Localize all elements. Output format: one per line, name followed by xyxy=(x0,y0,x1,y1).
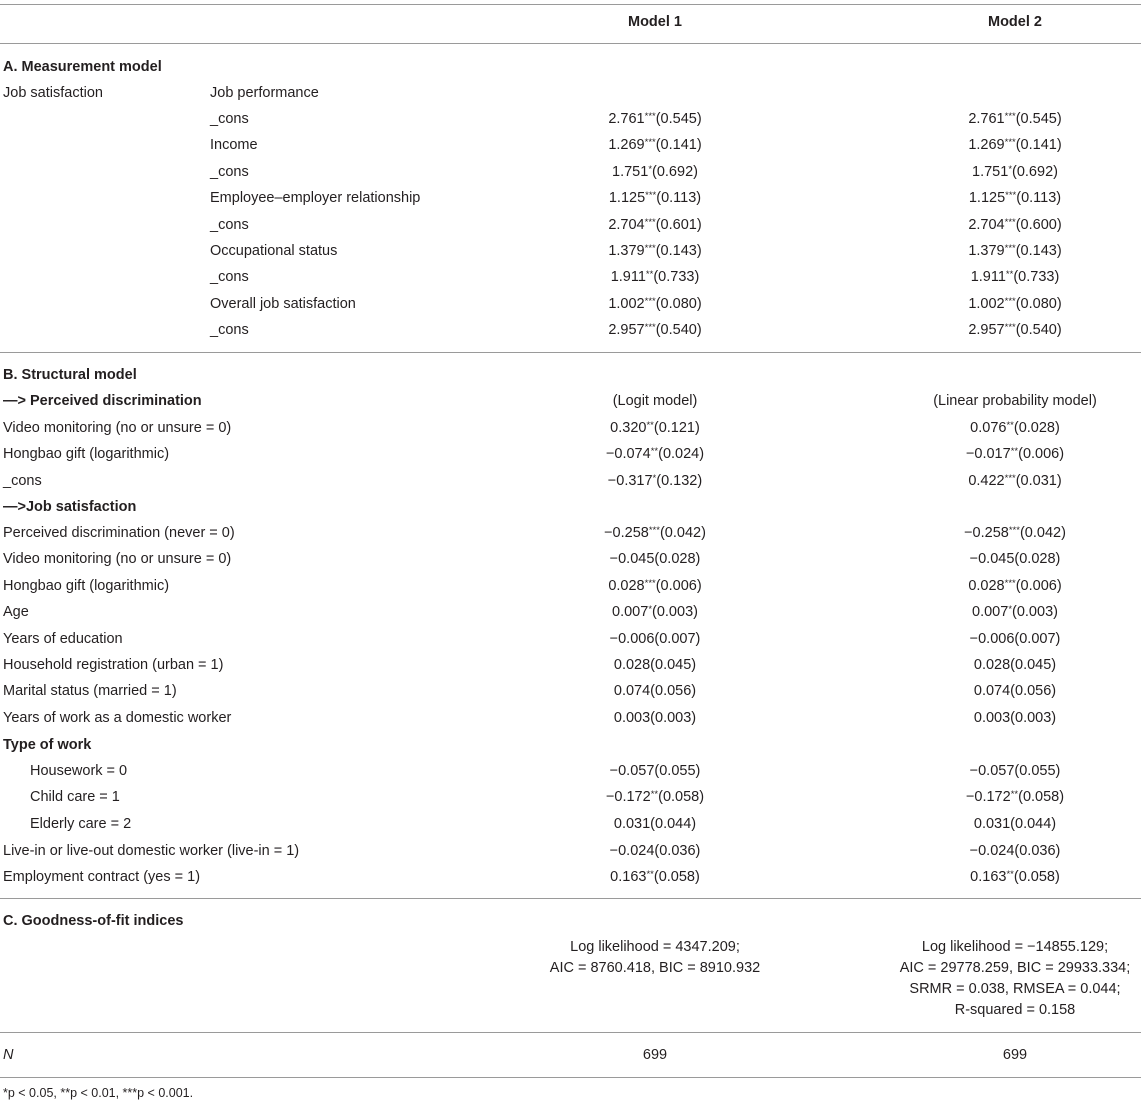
model-1-cell xyxy=(470,520,840,546)
model-1-cell xyxy=(470,291,840,317)
std-error: (0.540) xyxy=(1015,322,1062,339)
row-label: Years of education xyxy=(3,630,123,647)
gof-line: R-squared = 0.158 xyxy=(954,1002,1076,1018)
type-header: Type of work xyxy=(3,737,92,753)
model-2-cell xyxy=(840,291,1143,317)
significance-stars: *** xyxy=(1004,111,1016,122)
latent-label: Job satisfaction xyxy=(3,85,103,101)
model-1-cell xyxy=(470,264,840,290)
model-1-cell xyxy=(470,758,840,784)
coef-value: 0.007 xyxy=(972,604,1009,621)
gof-rule xyxy=(0,1032,1141,1033)
model-2-cell xyxy=(840,264,1143,290)
coef-value: 1.379 xyxy=(968,243,1005,259)
significance-stars: *** xyxy=(644,577,656,589)
significance-stars: ** xyxy=(1006,869,1014,881)
row-label: Income xyxy=(210,137,258,154)
row-label: Employee–employer relationship xyxy=(210,190,421,207)
coef-value: 0.076 xyxy=(970,420,1007,436)
significance-stars: *** xyxy=(1004,216,1016,228)
std-error: (0.692) xyxy=(652,163,698,180)
coef-value: 2.761 xyxy=(968,111,1005,127)
coef-value: 1.002 xyxy=(968,295,1005,312)
table-row xyxy=(0,678,1143,704)
coef-value: −0.006 xyxy=(969,630,1015,647)
std-error: (0.540) xyxy=(655,322,702,339)
std-error: (0.024) xyxy=(658,446,705,463)
model-1-cell xyxy=(470,238,840,264)
row-label: Hongbao gift (logarithmic) xyxy=(3,577,170,594)
coef-value: 1.911 xyxy=(610,269,646,286)
table-row xyxy=(0,864,1143,890)
model-1-cell xyxy=(470,864,840,890)
std-error: (0.141) xyxy=(655,137,702,154)
table-row xyxy=(0,264,1143,290)
coef-value: 1.911 xyxy=(970,269,1006,286)
model-2-cell xyxy=(840,864,1143,890)
std-error: (0.080) xyxy=(1015,295,1062,312)
coef-value: −0.057 xyxy=(609,763,655,779)
js-header-row xyxy=(0,494,1143,520)
row-label: _cons xyxy=(210,269,249,286)
std-error: (0.545) xyxy=(1015,111,1062,127)
row-label: Live-in or live-out domestic worker (live-in = 1) xyxy=(3,843,300,859)
std-error: (0.141) xyxy=(1015,137,1062,154)
footnote: *p < 0.05, **p < 0.01, ***p < 0.001. xyxy=(3,1086,194,1100)
std-error: (0.143) xyxy=(655,243,702,259)
table-row xyxy=(0,599,1143,625)
std-error: (0.003) xyxy=(1010,709,1057,726)
std-error: (0.113) xyxy=(656,190,702,207)
std-error: (0.006) xyxy=(655,577,702,594)
header-model-2: Model 2 xyxy=(988,14,1042,30)
model-2-type: (Linear probability model) xyxy=(933,393,1097,409)
std-error: (0.036) xyxy=(654,843,701,859)
table-row xyxy=(0,106,1143,132)
std-error: (0.733) xyxy=(1013,269,1060,286)
coef-value: −0.258 xyxy=(604,525,649,541)
significance-stars: *** xyxy=(1004,295,1016,307)
section-a-title-row xyxy=(0,54,1143,80)
type-header-row xyxy=(0,732,1143,758)
model-1-cell xyxy=(470,106,840,132)
coef-value: 1.379 xyxy=(608,243,645,259)
std-error: (0.113) xyxy=(1016,190,1062,207)
std-error: (0.003) xyxy=(1012,604,1058,621)
model-1-cell xyxy=(470,573,840,599)
model-2-cell xyxy=(840,758,1143,784)
table-row xyxy=(0,317,1143,343)
perceived-header: —> Perceived discrimination xyxy=(3,393,202,409)
model-1-cell xyxy=(470,132,840,158)
model-2-cell xyxy=(840,132,1143,158)
significance-stars: ** xyxy=(1010,446,1019,458)
coef-value: −0.006 xyxy=(609,630,655,647)
header-model-1: Model 1 xyxy=(628,14,682,30)
std-error: (0.006) xyxy=(1018,446,1065,463)
coef-value: 1.269 xyxy=(968,137,1005,154)
std-error: (0.028) xyxy=(1014,551,1061,568)
table-row xyxy=(0,468,1143,494)
table-row xyxy=(0,159,1143,185)
std-error: (0.003) xyxy=(652,604,698,621)
coef-value: 0.163 xyxy=(970,869,1007,886)
model-2-cell xyxy=(840,415,1143,441)
model-2-cell xyxy=(840,159,1143,185)
header-row xyxy=(0,9,1143,35)
coef-value: −0.172 xyxy=(605,789,651,806)
table-row xyxy=(0,626,1143,652)
std-error: (0.045) xyxy=(1010,657,1057,673)
coef-value: 1.269 xyxy=(608,137,645,154)
coef-value: −0.074 xyxy=(605,446,651,463)
std-error: (0.006) xyxy=(1015,577,1062,594)
row-label: Hongbao gift (logarithmic) xyxy=(3,446,170,463)
row-label: Years of work as a domestic worker xyxy=(3,709,232,726)
std-error: (0.028) xyxy=(1013,420,1060,436)
table-row xyxy=(0,705,1143,731)
model-2-cell xyxy=(840,212,1143,238)
row-label: _cons xyxy=(210,216,249,233)
coef-value: 1.002 xyxy=(608,295,645,312)
std-error: (0.003) xyxy=(650,709,697,726)
gof-line: AIC = 8760.418, BIC = 8910.932 xyxy=(549,960,761,976)
coef-value: 0.031 xyxy=(973,815,1011,832)
std-error: (0.031) xyxy=(1015,472,1062,489)
row-label: Age xyxy=(3,604,29,621)
coef-value: 0.003 xyxy=(973,709,1011,726)
model-2-cell xyxy=(840,468,1143,494)
std-error: (0.080) xyxy=(655,295,702,312)
coef-value: 0.163 xyxy=(610,869,647,886)
coef-value: 0.028 xyxy=(968,577,1005,594)
coef-value: 2.957 xyxy=(968,322,1005,339)
indicator-header: Job performance xyxy=(210,85,319,101)
coef-value: 0.320 xyxy=(610,420,647,436)
row-label: Overall job satisfaction xyxy=(210,295,356,312)
table-row xyxy=(0,546,1143,572)
std-error: (0.601) xyxy=(655,216,702,233)
significance-stars: *** xyxy=(644,295,656,307)
model-2-cell xyxy=(840,652,1143,678)
significance-stars: ** xyxy=(650,789,659,801)
gof-line: SRMR = 0.038, RMSEA = 0.044; xyxy=(909,981,1121,997)
gof-line: Log likelihood = −14855.129; xyxy=(921,939,1109,955)
model-2-cell xyxy=(840,599,1143,625)
significance-stars: *** xyxy=(648,525,660,536)
significance-stars: * xyxy=(652,472,657,484)
coef-value: −0.317 xyxy=(607,472,653,489)
section-b-title-row xyxy=(0,362,1143,388)
section-a-title: A. Measurement model xyxy=(3,59,162,75)
std-error: (0.692) xyxy=(1012,163,1058,180)
row-label: Perceived discrimination (never = 0) xyxy=(3,525,235,541)
model-1-cell xyxy=(470,838,840,864)
section-a-rule xyxy=(0,352,1141,353)
std-error: (0.044) xyxy=(1010,815,1057,832)
std-error: (0.007) xyxy=(1014,630,1061,647)
gof-model-2 xyxy=(840,937,1143,1021)
coef-value: 1.125 xyxy=(968,190,1006,207)
significance-stars: *** xyxy=(1004,137,1016,149)
coef-value: 0.074 xyxy=(613,683,651,700)
row-label: Occupational status xyxy=(210,243,338,259)
std-error: (0.056) xyxy=(1010,683,1057,700)
significance-stars: ** xyxy=(650,446,659,458)
section-c-title-row xyxy=(0,908,1143,934)
significance-stars: *** xyxy=(1004,243,1016,254)
model-1-cell xyxy=(470,599,840,625)
coef-value: 1.751 xyxy=(612,163,649,180)
coef-value: −0.024 xyxy=(969,843,1015,859)
std-error: (0.058) xyxy=(653,869,700,886)
top-rule xyxy=(0,4,1141,5)
model-2-cell xyxy=(840,838,1143,864)
section-c-title: C. Goodness-of-fit indices xyxy=(3,913,184,929)
row-label: Child care = 1 xyxy=(30,789,120,806)
n-model-2: 699 xyxy=(1002,1047,1028,1063)
significance-stars: *** xyxy=(1005,190,1017,202)
std-error: (0.036) xyxy=(1014,843,1061,859)
coef-value: 2.957 xyxy=(608,322,645,339)
js-header: —>Job satisfaction xyxy=(3,499,137,515)
model-1-type: (Logit model) xyxy=(612,393,698,409)
coef-value: 0.031 xyxy=(613,815,651,832)
coef-value: −0.045 xyxy=(609,551,655,568)
row-label: Household registration (urban = 1) xyxy=(3,657,224,673)
coef-value: −0.024 xyxy=(609,843,655,859)
gof-line: Log likelihood = 4347.209; xyxy=(570,939,740,955)
significance-stars: ** xyxy=(645,269,654,281)
std-error: (0.121) xyxy=(653,420,700,436)
row-label: Video monitoring (no or unsure = 0) xyxy=(3,551,232,568)
row-label: Marital status (married = 1) xyxy=(3,683,177,700)
row-label: Video monitoring (no or unsure = 0) xyxy=(3,420,232,436)
coef-value: 2.704 xyxy=(968,216,1005,233)
model-2-cell xyxy=(840,546,1143,572)
significance-stars: * xyxy=(1008,163,1013,175)
coef-value: 0.422 xyxy=(968,472,1005,489)
model-2-cell xyxy=(840,238,1143,264)
std-error: (0.042) xyxy=(1019,525,1066,541)
table-row xyxy=(0,238,1143,264)
model-1-cell xyxy=(470,317,840,343)
coef-value: 1.751 xyxy=(972,163,1009,180)
model-2-cell xyxy=(840,811,1143,837)
coef-value: −0.045 xyxy=(969,551,1015,568)
model-2-cell xyxy=(840,784,1143,810)
table-row xyxy=(0,185,1143,211)
model-1-cell xyxy=(470,159,840,185)
table-row xyxy=(0,784,1143,810)
table-row xyxy=(0,291,1143,317)
std-error: (0.733) xyxy=(653,269,700,286)
coef-value: −0.017 xyxy=(965,446,1011,463)
coef-value: 2.761 xyxy=(608,111,645,127)
n-model-1: 699 xyxy=(642,1047,668,1063)
n-row xyxy=(0,1042,1143,1068)
table-row xyxy=(0,573,1143,599)
coef-value: 0.003 xyxy=(613,709,651,726)
perceived-header-row xyxy=(0,388,1143,414)
std-error: (0.058) xyxy=(1018,789,1065,806)
row-label: _cons xyxy=(210,111,249,127)
std-error: (0.042) xyxy=(659,525,706,541)
model-1-cell xyxy=(470,705,840,731)
model-1-cell xyxy=(470,546,840,572)
model-2-cell xyxy=(840,573,1143,599)
significance-stars: *** xyxy=(644,216,656,228)
significance-stars: ** xyxy=(1006,420,1014,431)
std-error: (0.007) xyxy=(654,630,701,647)
table-row xyxy=(0,441,1143,467)
significance-stars: *** xyxy=(1008,525,1020,536)
model-2-cell xyxy=(840,678,1143,704)
std-error: (0.044) xyxy=(650,815,697,832)
row-label: Employment contract (yes = 1) xyxy=(3,869,201,886)
significance-stars: * xyxy=(648,604,653,616)
section-b-title: B. Structural model xyxy=(3,367,137,383)
gof-model-1 xyxy=(470,937,840,979)
table-row xyxy=(0,758,1143,784)
table-row xyxy=(0,212,1143,238)
model-1-cell xyxy=(470,784,840,810)
significance-stars: ** xyxy=(646,869,654,881)
coef-value: 0.028 xyxy=(973,657,1011,673)
table-row xyxy=(0,415,1143,441)
coef-value: 0.007 xyxy=(612,604,649,621)
coef-value: 1.125 xyxy=(608,190,646,207)
row-label: Housework = 0 xyxy=(30,763,128,779)
std-error: (0.045) xyxy=(650,657,697,673)
std-error: (0.056) xyxy=(650,683,697,700)
std-error: (0.028) xyxy=(654,551,701,568)
gof-line: AIC = 29778.259, BIC = 29933.334; xyxy=(899,960,1131,976)
bottom-rule xyxy=(0,1077,1141,1078)
std-error: (0.545) xyxy=(655,111,702,127)
std-error: (0.055) xyxy=(654,763,701,779)
model-2-cell xyxy=(840,317,1143,343)
std-error: (0.058) xyxy=(1013,869,1060,886)
std-error: (0.132) xyxy=(656,472,703,489)
model-2-cell xyxy=(840,626,1143,652)
row-label: _cons xyxy=(3,472,42,489)
std-error: (0.058) xyxy=(658,789,705,806)
model-1-cell xyxy=(470,415,840,441)
model-1-cell xyxy=(470,185,840,211)
latent-row xyxy=(0,80,1143,106)
model-2-cell xyxy=(840,705,1143,731)
n-label: N xyxy=(3,1047,14,1063)
coef-value: 0.028 xyxy=(613,657,651,673)
significance-stars: *** xyxy=(644,111,656,122)
significance-stars: *** xyxy=(1004,322,1016,334)
row-label: _cons xyxy=(210,163,249,180)
std-error: (0.600) xyxy=(1015,216,1062,233)
model-1-cell xyxy=(470,811,840,837)
model-1-cell xyxy=(470,212,840,238)
model-2-cell xyxy=(840,520,1143,546)
coef-value: −0.172 xyxy=(965,789,1011,806)
row-label: _cons xyxy=(210,322,249,339)
significance-stars: ** xyxy=(1010,789,1019,801)
table-row xyxy=(0,132,1143,158)
significance-stars: *** xyxy=(645,190,657,202)
model-1-cell xyxy=(470,468,840,494)
table-row xyxy=(0,520,1143,546)
table-row xyxy=(0,811,1143,837)
significance-stars: ** xyxy=(646,420,654,431)
table-row xyxy=(0,652,1143,678)
model-1-cell xyxy=(470,441,840,467)
significance-stars: *** xyxy=(1004,472,1016,484)
model-1-cell xyxy=(470,652,840,678)
coef-value: −0.258 xyxy=(964,525,1009,541)
coef-value: 0.074 xyxy=(973,683,1011,700)
significance-stars: *** xyxy=(1004,577,1016,589)
std-error: (0.143) xyxy=(1015,243,1062,259)
coef-value: 2.704 xyxy=(608,216,645,233)
coef-value: 0.028 xyxy=(608,577,645,594)
coef-value: −0.057 xyxy=(969,763,1015,779)
table-row xyxy=(0,838,1143,864)
significance-stars: * xyxy=(1008,604,1013,616)
model-2-cell xyxy=(840,185,1143,211)
significance-stars: *** xyxy=(644,137,656,149)
significance-stars: ** xyxy=(1005,269,1014,281)
significance-stars: *** xyxy=(644,322,656,334)
std-error: (0.055) xyxy=(1014,763,1061,779)
significance-stars: *** xyxy=(644,243,656,254)
header-rule xyxy=(0,43,1141,44)
model-2-cell xyxy=(840,106,1143,132)
row-label: Elderly care = 2 xyxy=(30,815,132,832)
section-b-rule xyxy=(0,898,1141,899)
significance-stars: * xyxy=(648,163,653,175)
model-1-cell xyxy=(470,678,840,704)
model-2-cell xyxy=(840,441,1143,467)
model-1-cell xyxy=(470,626,840,652)
